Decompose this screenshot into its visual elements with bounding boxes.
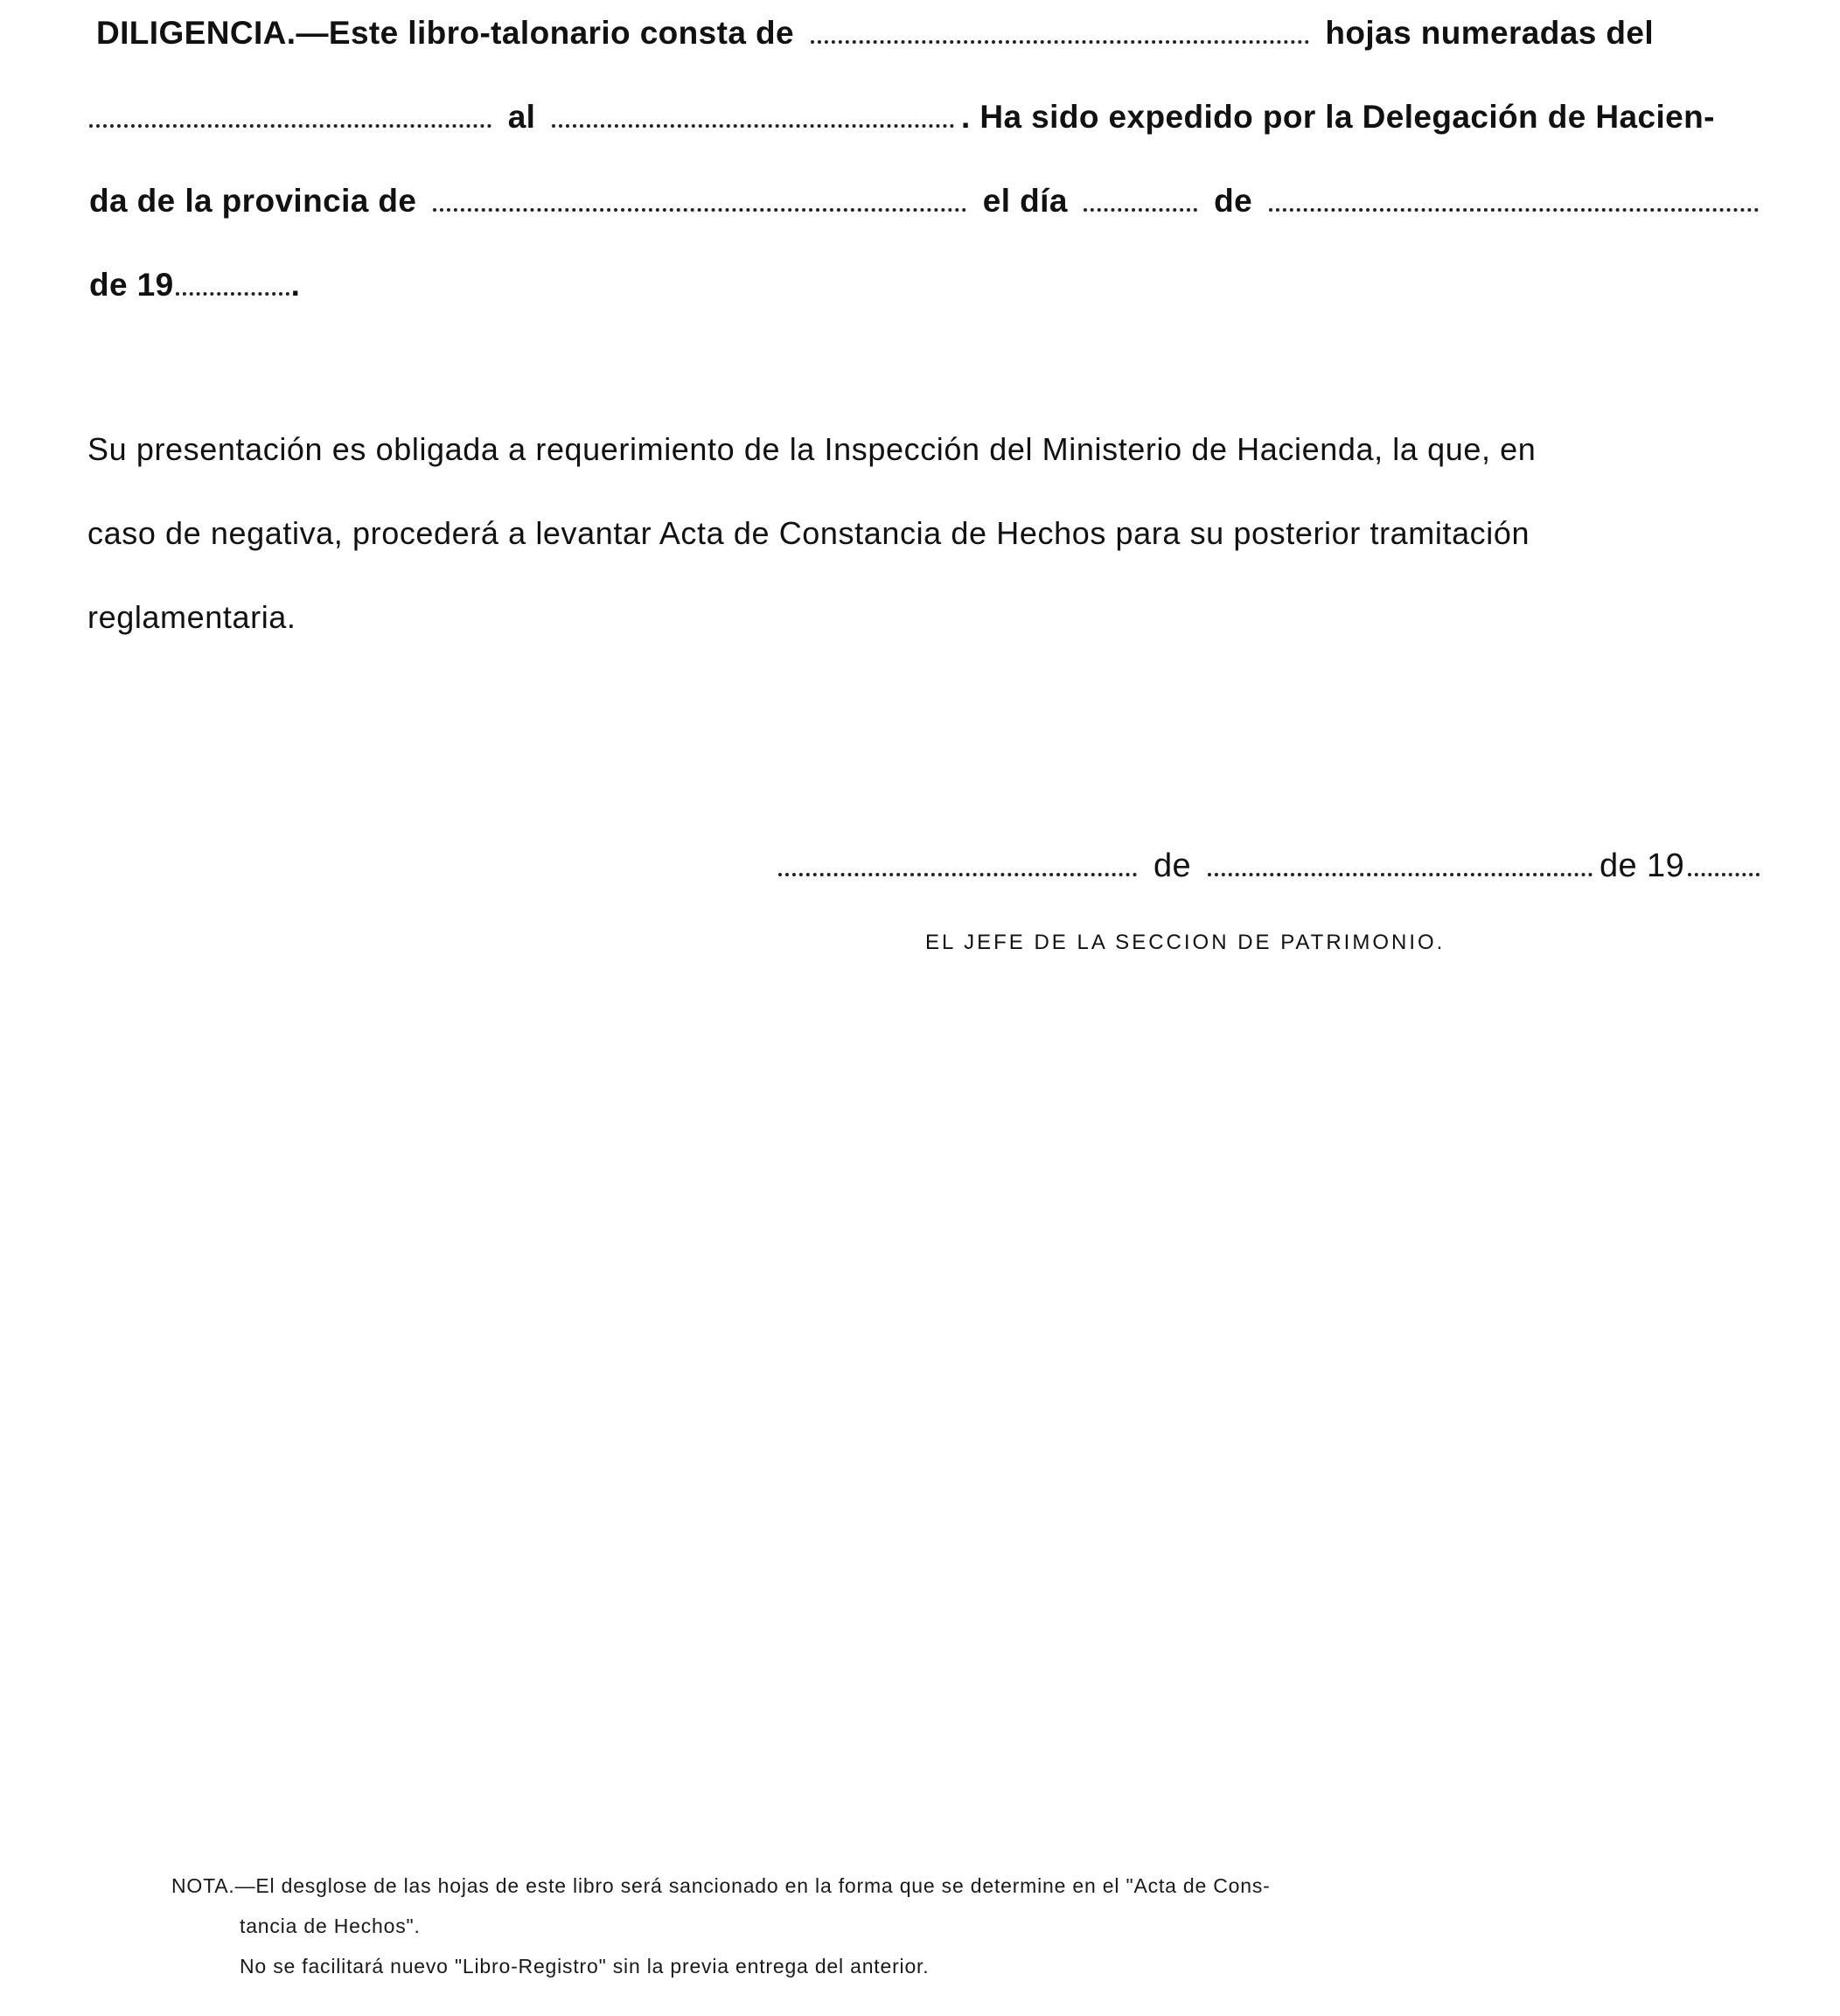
presentacion-line-2: caso de negativa, procederá a levantar Acta de Constancia de Hechos para su posterior tramitación — [87, 515, 1530, 551]
diligencia-line-3 — [89, 182, 1766, 220]
diligencia-label: DILIGENCIA. — [96, 15, 296, 51]
blank-mes[interactable] — [1269, 205, 1759, 212]
diligencia-text-3c: de — [1214, 183, 1253, 219]
diligencia-line-4 — [89, 266, 300, 304]
firma-cargo: EL JEFE DE LA SECCION DE PATRIMONIO. — [925, 931, 1446, 954]
firma-date-line — [778, 847, 1760, 885]
diligencia-text-1a: —Este libro-talonario consta de — [296, 15, 795, 51]
blank-num-hojas[interactable] — [811, 37, 1309, 44]
blank-anio[interactable] — [176, 289, 289, 296]
blank-hoja-hasta[interactable] — [552, 121, 954, 128]
diligencia-line-1 — [96, 14, 1654, 52]
firma-de: de — [1153, 848, 1192, 884]
diligencia-text-4b: . — [290, 267, 301, 303]
blank-lugar[interactable] — [778, 869, 1137, 876]
nota-line-1: NOTA.—El desglose de las hojas de este libro será sancionado en la forma que se determine en el "Acta de Cons- — [171, 1874, 1271, 1897]
diligencia-text-4a: de 19 — [89, 267, 174, 303]
nota-line-2: tancia de Hechos". — [240, 1915, 421, 1937]
firma-de19: de 19 — [1600, 848, 1685, 884]
nota-line-3: No se facilitará nuevo "Libro-Registro" sin la previa entrega del anterior. — [240, 1955, 930, 1978]
diligencia-text-3a: da de la provincia de — [89, 183, 417, 219]
blank-fecha-anio[interactable] — [1688, 869, 1760, 876]
blank-hoja-desde[interactable] — [89, 121, 491, 128]
diligencia-text-2b: . Ha sido expedido por la Delegación de Hacien- — [961, 99, 1715, 135]
diligencia-text-1b: hojas numeradas del — [1325, 15, 1655, 51]
diligencia-text-2a: al — [507, 99, 536, 135]
blank-fecha-mes[interactable] — [1208, 869, 1593, 876]
presentacion-line-1: Su presentación es obligada a requerimiento de la Inspección del Ministerio de Hacienda, la que, en — [87, 431, 1537, 467]
blank-dia[interactable] — [1084, 205, 1197, 212]
presentacion-line-3: reglamentaria. — [87, 599, 296, 635]
diligencia-line-2 — [89, 98, 1715, 136]
blank-provincia[interactable] — [433, 205, 966, 212]
diligencia-text-3b: el día — [982, 183, 1068, 219]
